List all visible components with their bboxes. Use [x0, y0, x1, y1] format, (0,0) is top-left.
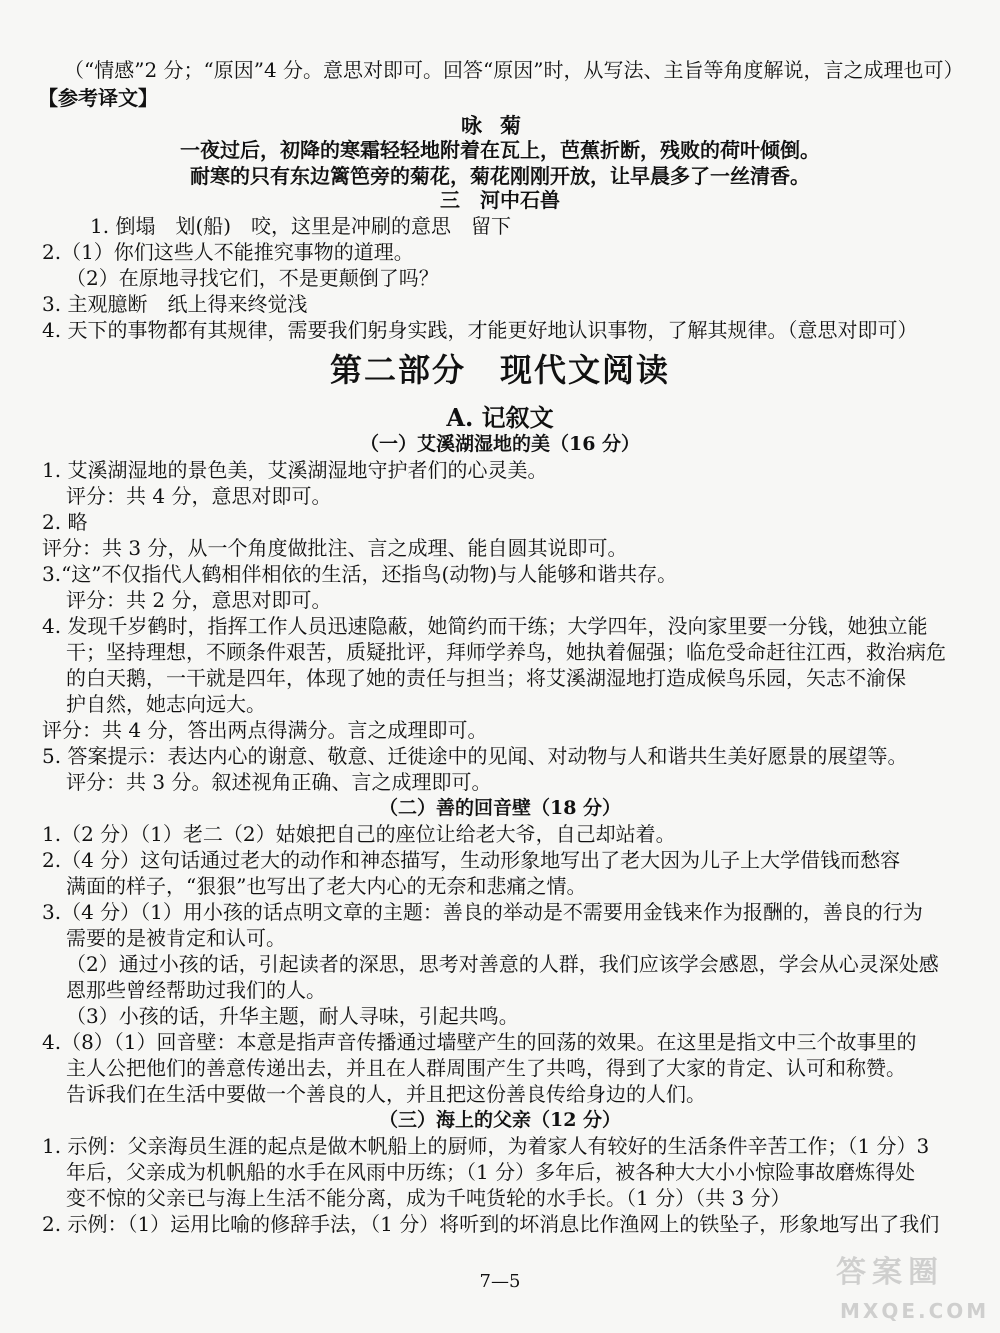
scoring-line: 评分：共 4 分，意思对即可。	[66, 484, 332, 508]
scoring-line: 评分：共 4 分，答出两点得满分。言之成理即可。	[42, 718, 488, 742]
part-two-title: 第二部分 现代文阅读	[329, 351, 670, 389]
answer-line: 干；坚持理想，不顾条件艰苦，质疑批评，拜师学养鸟，她执着倔强；临危受命赶往江西，救治病危	[66, 640, 946, 664]
scoring-line: 评分：共 2 分，意思对即可。	[66, 588, 332, 612]
answer-line: 变不惊的父亲已与海上生活不能分离，成为千吨货轮的水手长。（1 分）（共 3 分）	[66, 1186, 791, 1210]
answer-item: 4. 天下的事物都有其规律，需要我们躬身实践，才能更好地认识事物，了解其规律。（意思对即可）	[42, 318, 918, 342]
article-one-title: （一）艾溪湖湿地的美（16 分）	[359, 433, 641, 455]
answer-line: 需要的是被肯定和认可。	[66, 926, 286, 950]
answer-line: （3）小孩的话，升华主题，耐人寻味，引起共鸣。	[66, 1004, 519, 1028]
narrative-section-title: A. 记叙文	[446, 403, 554, 432]
answer-line: 2. 示例：（1）运用比喻的修辞手法，（1 分）将听到的坏消息比作渔网上的铁坠子，形象地写出了我们	[42, 1212, 940, 1236]
reference-translation-tag: 【参考译文】	[38, 86, 158, 110]
answer-line: （2）通过小孩的话，引起读者的深思，思考对善意的人群，我们应该学会感恩，学会从心灵深处感	[66, 952, 939, 976]
answer-line: 满面的样子，“狠狠”也写出了老大内心的无奈和悲痛之情。	[66, 874, 587, 898]
answer-line: 4.（8）（1）回音壁：本意是指声音传播通过墙壁产生的回荡的效果。在这里是指文中三个故事里的	[42, 1030, 917, 1054]
answer-line: 4. 发现千岁鹤时，指挥工作人员迅速隐蔽，她简约而干练；大学四年，没向家里要一分钱，她独立能	[42, 614, 928, 638]
scoring-note: （“情感”2 分；“原因”4 分。意思对即可。回答“原因”时，从写法、主旨等角度解说，言之成理也可）	[64, 58, 964, 82]
answer-line: 护自然，她志向远大。	[66, 692, 266, 716]
answer-line: 主人公把他们的善意传递出去，并且在人群周围产生了共鸣，得到了大家的肯定、认可和称赞。	[66, 1056, 906, 1080]
poem-line-1: 一夜过后，初降的寒霜轻轻地附着在瓦上，芭蕉折断，残败的荷叶倾倒。	[180, 138, 820, 162]
article-three-title: （三）海上的父亲（12 分）	[378, 1109, 622, 1131]
scoring-line: 评分：共 3 分，从一个角度做批注、言之成理、能自圆其说即可。	[42, 536, 628, 560]
watermark-logo-text: 答案圈	[836, 1255, 944, 1290]
answer-line: 1. 示例：父亲海员生涯的起点是做木帆船上的厨师，为着家人有较好的生活条件辛苦工作；（1 分）3	[42, 1134, 930, 1158]
answer-line: 的白天鹅，一干就是四年，体现了她的责任与担当；将艾溪湖湿地打造成候鸟乐园，矢志不渝保	[66, 666, 906, 690]
answer-line: 年后，父亲成为机帆船的水手在风雨中历练；（1 分）多年后，被各种大大小小惊险事故磨炼得处	[66, 1160, 916, 1184]
answer-line: 1.（2 分）（1）老二（2）姑娘把自己的座位让给老大爷，自己却站着。	[42, 822, 676, 846]
answer-item: 3. 主观臆断 纸上得来终觉浅	[42, 292, 308, 316]
answer-line: 3.（4 分）（1）用小孩的话点明文章的主题：善良的举动是不需要用金钱来作为报酬的，善良的行为	[42, 900, 923, 924]
section-three-title: 三 河中石兽	[440, 188, 560, 212]
poem-line-2: 耐寒的只有东边篱笆旁的菊花，菊花刚刚开放，让早晨多了一丝清香。	[190, 164, 810, 188]
scoring-line: 评分：共 3 分。叙述视角正确、言之成理即可。	[66, 770, 492, 794]
answer-line: 告诉我们在生活中要做一个善良的人，并且把这份善良传给身边的人们。	[66, 1082, 706, 1106]
poem-title: 咏菊	[461, 113, 539, 138]
answer-line: 3.“这”不仅指代人鹤相伴相依的生活，还指鸟(动物)与人能够和谐共存。	[42, 562, 678, 586]
answer-line: 恩那些曾经帮助过我们的人。	[66, 978, 326, 1002]
site-watermark	[806, 1255, 990, 1323]
answer-item: （2）在原地寻找它们，不是更颠倒了吗？	[66, 266, 439, 290]
answer-item: 2.（1）你们这些人不能推究事物的道理。	[42, 240, 414, 264]
answer-line: 1. 艾溪湖湿地的景色美，艾溪湖湿地守护者们的心灵美。	[42, 458, 548, 482]
answer-line: 2. 略	[42, 510, 88, 534]
answer-line: 2.（4 分）这句话通过老大的动作和神态描写，生动形象地写出了老大因为儿子上大学借钱而愁容	[42, 848, 901, 872]
answer-item: 1. 倒塌 划(船) 咬，这里是冲刷的意思 留下	[90, 214, 512, 238]
page-number: 7—5	[479, 1271, 521, 1292]
article-two-title: （二）善的回音壁（18 分）	[378, 797, 622, 819]
watermark-site-text: MXQE.COM	[840, 1299, 990, 1323]
answer-line: 5. 答案提示：表达内心的谢意、敬意、迁徙途中的见闻、对动物与人和谐共生美好愿景的展望等。	[42, 744, 908, 768]
